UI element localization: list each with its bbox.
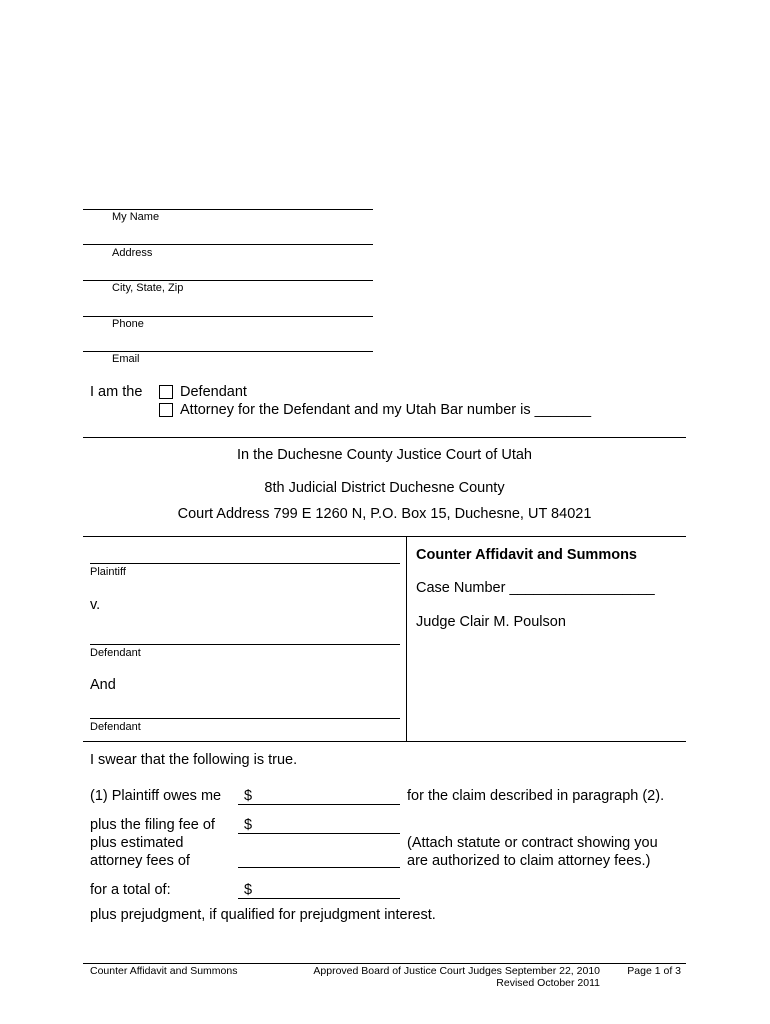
dollar-sign: $ [244, 788, 253, 804]
email-label: Email [112, 353, 140, 365]
caption-divider [406, 536, 407, 742]
defendant-label: Defendant [90, 647, 141, 659]
total-amount-line[interactable] [238, 898, 400, 899]
attach-note-1: (Attach statute or contract showing you [407, 835, 658, 851]
footer-page-number: Page 1 of 3 [627, 965, 681, 977]
swear-statement: I swear that the following is true. [90, 752, 298, 768]
owes-note: for the claim described in paragraph (2). [407, 788, 665, 804]
footer-doc-title: Counter Affidavit and Summons [90, 965, 238, 977]
address-line[interactable] [83, 244, 373, 245]
attach-note-2: are authorized to claim attorney fees.) [407, 853, 651, 869]
defendant-checkbox[interactable] [159, 385, 173, 399]
section-divider [83, 437, 686, 438]
document-title: Counter Affidavit and Summons [416, 547, 637, 563]
dollar-sign: $ [244, 882, 253, 898]
footer-revised: Revised October 2011 [496, 977, 600, 989]
name-label: My Name [112, 211, 160, 223]
defendant-option-label: Defendant [180, 384, 247, 400]
and-label: And [90, 677, 116, 693]
case-number-field[interactable]: Case Number __________________ [416, 580, 655, 596]
phone-line[interactable] [83, 316, 373, 317]
attorney-fees-line[interactable] [238, 867, 400, 868]
filing-fee-line[interactable] [238, 833, 400, 834]
versus-label: v. [90, 597, 101, 613]
judge-name: Judge Clair M. Poulson [416, 614, 566, 630]
owes-amount-line[interactable] [238, 804, 400, 805]
court-address: Court Address 799 E 1260 N, P.O. Box 15, Duchesne, UT 84021 [177, 506, 592, 522]
city-state-zip-line[interactable] [83, 280, 373, 281]
plaintiff-label: Plaintiff [90, 566, 126, 578]
phone-label: Phone [112, 318, 144, 330]
footer-line [83, 963, 686, 964]
prejudgment-statement: plus prejudgment, if qualified for prejudgment interest. [90, 907, 436, 923]
attorney-fees-label: attorney fees of [90, 853, 190, 869]
court-name: In the Duchesne County Justice Court of Utah [237, 447, 532, 463]
caption-bottom-line [83, 741, 686, 742]
plaintiff-owes-label: (1) Plaintiff owes me [90, 788, 222, 804]
role-prefix: I am the [90, 384, 143, 400]
attorney-option-label: Attorney for the Defendant and my Utah Bar number is _______ [180, 402, 592, 418]
total-label: for a total of: [90, 882, 171, 898]
court-district: 8th Judicial District Duchesne County [264, 480, 505, 496]
email-line[interactable] [83, 351, 373, 352]
filing-fee-label: plus the filing fee of [90, 817, 215, 833]
defendant2-line[interactable] [90, 718, 400, 719]
attorney-checkbox[interactable] [159, 403, 173, 417]
footer-approved: Approved Board of Justice Court Judges September 22, 2010 [313, 965, 600, 977]
city-state-zip-label: City, State, Zip [112, 282, 184, 294]
address-label: Address [112, 247, 153, 259]
defendant-line[interactable] [90, 644, 400, 645]
name-line[interactable] [83, 209, 373, 210]
estimated-label: plus estimated [90, 835, 184, 851]
dollar-sign: $ [244, 817, 253, 833]
plaintiff-line[interactable] [90, 563, 400, 564]
caption-top-line [83, 536, 686, 537]
defendant2-label: Defendant [90, 721, 141, 733]
